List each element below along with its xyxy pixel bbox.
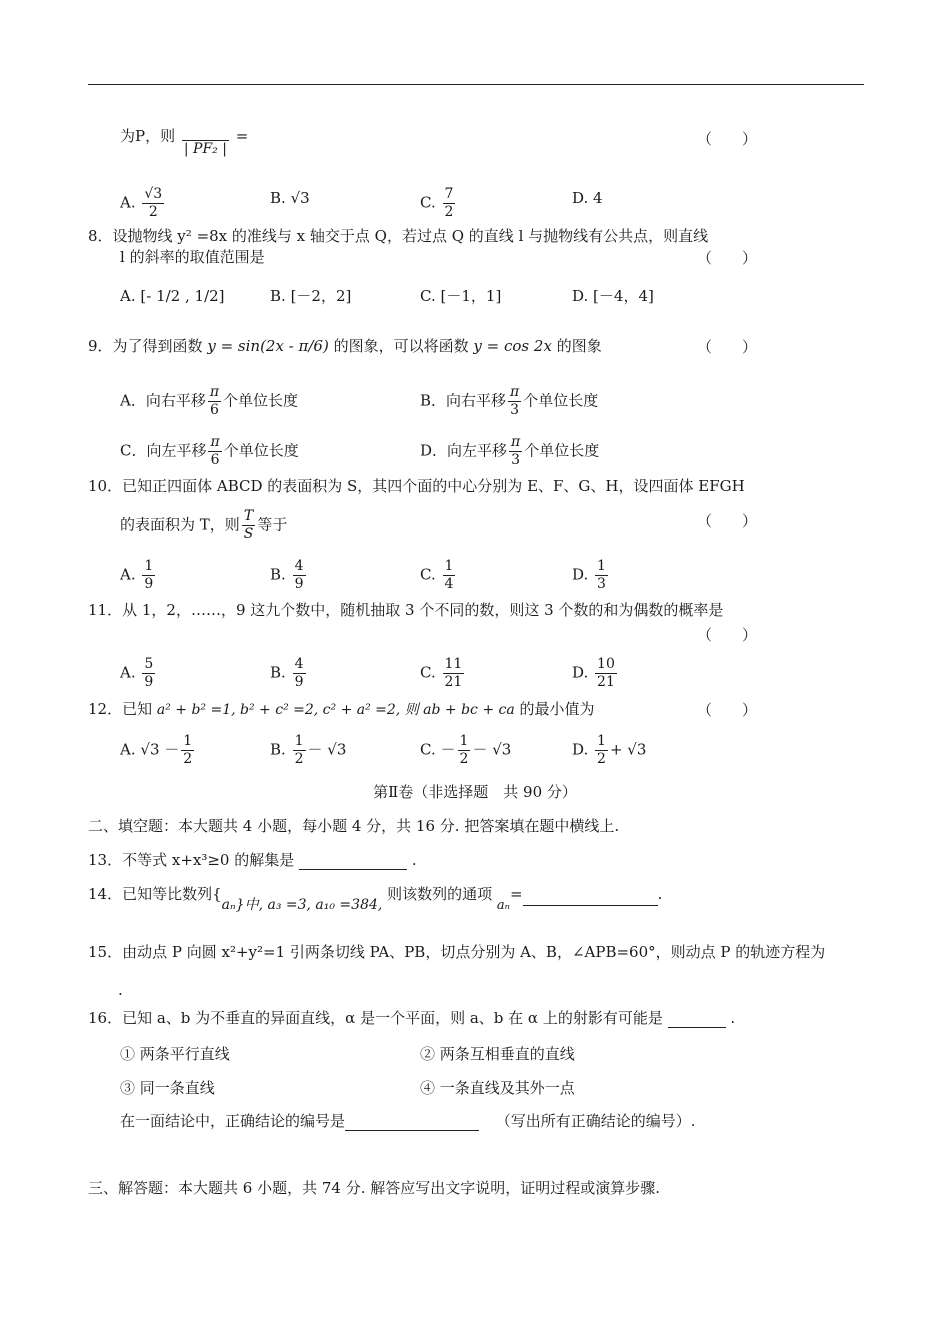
option-label: A.	[120, 193, 136, 212]
q7-equals: =	[235, 127, 249, 145]
fraction-num: π	[510, 384, 520, 400]
option-text: [－1，1]	[440, 287, 502, 305]
q13	[88, 850, 417, 870]
q10-option-a	[120, 558, 157, 593]
fraction-num: 1	[597, 558, 606, 574]
fraction-num: 4	[294, 656, 304, 672]
q7-tail-text: 为P，则	[120, 127, 176, 145]
q16-conclusion-blank[interactable]	[345, 1114, 479, 1131]
q8-option-c	[420, 286, 501, 306]
q9-suffix: 的图象	[556, 337, 602, 355]
q16-item-1: ① 两条平行直线	[120, 1045, 230, 1063]
fraction-num: π	[209, 384, 220, 400]
q13-answer-blank[interactable]	[299, 853, 407, 870]
fraction-num: T	[242, 508, 256, 526]
fraction-den: 2	[459, 751, 469, 767]
option-text: [- 1/2 , 1/2]	[140, 287, 225, 305]
q8-stem-line2: l 的斜率的取值范围是	[120, 248, 265, 266]
q16-item-3: ③ 同一条直线	[120, 1079, 215, 1097]
q12-suffix: 的最小值为	[519, 700, 595, 718]
q11-option-d	[572, 656, 619, 691]
option-label: D.	[572, 663, 589, 682]
q12-stem	[88, 699, 595, 720]
option-post: － √3	[307, 740, 347, 759]
q16-answer-blank[interactable]	[668, 1011, 726, 1028]
option-suffix: 个单位长度	[524, 441, 600, 460]
q16-conclusion-prefix: 在一面结论中，正确结论的编号是	[120, 1112, 346, 1130]
option-fraction	[142, 656, 155, 691]
q16-conclusion-suffix: （写出所有正确结论的编号）.	[495, 1112, 696, 1130]
fraction-den: 2	[597, 751, 606, 767]
q9-option-c	[120, 434, 299, 469]
fraction-num: π	[511, 434, 521, 450]
option-label: C．向左平移	[120, 441, 207, 460]
q8-option-a	[120, 286, 225, 306]
q11-answer-paren: （ ）	[697, 626, 758, 644]
fraction-den: 3	[510, 402, 520, 418]
q9-answer-paren: （ ）	[697, 338, 758, 356]
q10-stem-line1: 10．已知正四面体 ABCD 的表面积为 S，其四个面的中心分别为 E、F、G、H，设四面体 EFGH	[88, 477, 745, 495]
option-label: C.	[420, 740, 436, 759]
option-fraction	[508, 384, 521, 419]
q7-option-a	[120, 186, 166, 221]
solve-intro: 三、解答题：本大题共 6 小题，共 74 分. 解答应写出文字说明，证明过程或演算步骤.	[88, 1179, 661, 1197]
option-label: C.	[420, 663, 436, 682]
fraction-num: 7	[444, 186, 454, 202]
option-suffix: 个单位长度	[223, 441, 299, 460]
option-fraction	[509, 434, 522, 469]
option-fraction	[293, 558, 306, 593]
option-label: B.	[270, 740, 286, 759]
fraction-den: S	[243, 526, 254, 542]
option-text: [－4，4]	[593, 287, 654, 305]
option-suffix: 个单位长度	[523, 391, 599, 410]
q7-option-d	[572, 188, 603, 208]
q14-mid: 则该数列的通项	[387, 885, 493, 903]
q7-option-b	[270, 188, 310, 208]
option-label: B.	[270, 565, 286, 584]
q9-option-a	[120, 384, 298, 419]
option-fraction	[443, 656, 465, 691]
q10-answer-paren: （ ）	[697, 512, 758, 530]
fraction-den: 2	[148, 204, 158, 220]
option-fraction	[443, 558, 456, 593]
fraction-num: 4	[294, 558, 304, 574]
fraction-den: 9	[294, 576, 304, 592]
q9-stem	[88, 336, 602, 356]
q14-an: aₙ	[496, 898, 510, 913]
fraction-num: 1	[144, 558, 154, 574]
section2-title: 第Ⅱ卷（非选择题 共 90 分）	[373, 783, 577, 801]
option-fraction	[595, 558, 608, 593]
option-post: － √3	[472, 740, 512, 759]
q16-conclusion	[120, 1111, 696, 1131]
option-fraction	[208, 434, 221, 469]
q14	[88, 884, 663, 913]
option-pre: √3 －	[140, 740, 180, 759]
option-fraction	[142, 558, 155, 593]
fraction-num: 5	[144, 656, 154, 672]
q12-option-a	[120, 733, 196, 768]
fraction-den: 6	[210, 452, 220, 468]
q16-prefix: 16．已知 a、b 为不垂直的异面直线，α 是一个平面，则 a、b 在 α 上的射影有可能是	[88, 1009, 663, 1027]
q12-option-b	[270, 733, 346, 768]
fraction-den: 4	[444, 576, 454, 592]
q9-prefix: 9．为了得到函数	[88, 337, 203, 355]
fraction-num: 1	[459, 733, 469, 749]
option-label: A.	[120, 287, 136, 305]
q9-func1: y = sin(2x - π/6)	[207, 337, 329, 355]
fraction-num: 1	[294, 733, 304, 749]
fraction-num: 10	[597, 656, 615, 672]
option-label: A.	[120, 565, 136, 584]
q8-answer-paren: （ ）	[697, 249, 758, 267]
q7-fraction-den: | PF₂ |	[183, 141, 227, 157]
option-fraction	[293, 733, 306, 768]
fraction-den: 6	[209, 402, 219, 418]
option-text: 4	[593, 189, 603, 207]
option-label: C.	[420, 287, 436, 305]
option-fraction	[443, 186, 456, 221]
option-pre: －	[440, 740, 456, 759]
q8-option-d	[572, 286, 654, 306]
fraction-den: 2	[183, 751, 193, 767]
option-post: + √3	[609, 740, 647, 759]
fraction-num: 1	[444, 558, 454, 574]
q14-answer-blank[interactable]	[523, 889, 658, 906]
q7-option-c	[420, 186, 457, 221]
q11-stem: 11．从 1，2，……，9 这九个数中，随机抽取 3 个不同的数，则这 3 个数的和为偶数的概率是	[88, 601, 724, 619]
option-label: C.	[420, 193, 436, 212]
option-label: D.	[572, 740, 589, 759]
fraction-num: 1	[183, 733, 193, 749]
fraction-num: 1	[597, 733, 606, 749]
fraction-den: 9	[294, 674, 304, 690]
q9-mid: 的图象，可以将函数	[333, 337, 469, 355]
header-rule	[88, 84, 864, 85]
fill-in-intro: 二、填空题：本大题共 4 小题，每小题 4 分，共 16 分. 把答案填在题中横线上.	[88, 817, 620, 835]
q14-sequence: aₙ}中, a₃ =3, a₁₀ =384,	[221, 897, 383, 913]
option-fraction	[181, 733, 194, 768]
q7-answer-paren: （ ）	[697, 130, 758, 148]
fraction-den: 9	[144, 674, 154, 690]
option-label: D.	[572, 565, 589, 584]
q10-prefix: 的表面积为 T，则	[120, 515, 240, 534]
q14-equals: =	[509, 885, 523, 903]
q13-suffix: .	[411, 851, 417, 869]
q14-prefix: 14．已知等比数列{	[88, 885, 222, 903]
fraction-num: π	[210, 434, 220, 450]
option-text: [－2，2]	[290, 287, 352, 305]
q15-stem: 15．由动点 P 向圆 x²+y²=1 引两条切线 PA、PB，切点分别为 A、B，∠APB=60°，则动点 P 的轨迹方程为	[88, 943, 826, 961]
q11-option-a	[120, 656, 157, 691]
option-label: B．向右平移	[420, 391, 507, 410]
q16-item-4: ④ 一条直线及其外一点	[420, 1079, 575, 1097]
q8-option-b	[270, 286, 351, 306]
q10-fraction	[242, 508, 256, 543]
option-fraction	[293, 656, 306, 691]
q10-option-c	[420, 558, 457, 593]
q16-suffix: .	[730, 1009, 736, 1027]
option-text: √3	[290, 189, 310, 207]
q13-prefix: 13．不等式 x+x³≥0 的解集是	[88, 851, 295, 869]
q11-option-b	[270, 656, 308, 691]
q14-suffix: .	[657, 885, 663, 903]
q10-suffix: 等于	[257, 515, 288, 534]
q12-answer-paren: （ ）	[697, 701, 758, 719]
option-suffix: 个单位长度	[223, 391, 299, 410]
option-label: C.	[420, 565, 436, 584]
q12-option-c	[420, 733, 511, 768]
q15-stem-end: .	[118, 981, 123, 999]
fraction-den: 9	[144, 576, 154, 592]
fraction-den: 3	[597, 576, 606, 592]
q10-option-b	[270, 558, 308, 593]
option-label: D.	[572, 287, 589, 305]
fraction-den: 21	[597, 674, 615, 690]
fraction-num: √3	[144, 186, 163, 202]
q12-option-d	[572, 733, 646, 768]
option-label: B.	[270, 287, 286, 305]
q9-option-d	[420, 434, 599, 469]
option-label: B.	[270, 663, 286, 682]
fraction-num: 11	[444, 656, 463, 672]
option-label: A.	[120, 740, 136, 759]
q8-stem-line1: 8．设抛物线 y² =8x 的准线与 x 轴交于点 Q，若过点 Q 的直线 l 与抛物线有公共点，则直线	[88, 227, 709, 245]
q7-fraction	[182, 128, 229, 158]
option-label: A．向右平移	[120, 391, 206, 410]
fraction-den: 2	[444, 204, 454, 220]
q12-math: a² + b² =1, b² + c² =2, c² + a² =2, 则 ab + bc + ca	[156, 702, 515, 718]
q12-prefix: 12．已知	[88, 700, 153, 718]
fraction-den: 3	[511, 452, 521, 468]
q9-func2: y = cos 2x	[473, 337, 552, 355]
q16-item-2: ② 两条互相垂直的直线	[420, 1045, 575, 1063]
q10-option-d	[572, 558, 610, 593]
option-label: D．向左平移	[420, 441, 508, 460]
fraction-den: 21	[444, 674, 463, 690]
option-label: A.	[120, 663, 136, 682]
q10-stem-line2	[120, 508, 287, 543]
option-label: D.	[572, 189, 589, 207]
option-label: B.	[270, 189, 286, 207]
fraction-den: 2	[294, 751, 304, 767]
q16-stem	[88, 1008, 735, 1028]
option-fraction	[595, 733, 608, 768]
option-fraction	[208, 384, 221, 419]
option-fraction	[142, 186, 164, 221]
option-fraction	[458, 733, 471, 768]
q9-option-b	[420, 384, 598, 419]
option-fraction	[595, 656, 617, 691]
q7-tail	[120, 126, 248, 158]
q11-option-c	[420, 656, 466, 691]
